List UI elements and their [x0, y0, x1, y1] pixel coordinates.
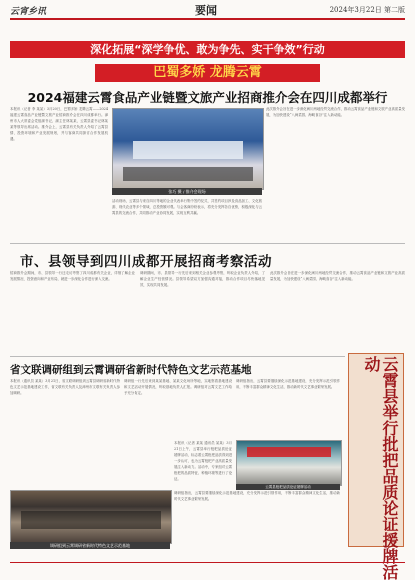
article-column-2: 活动现场，云霄县与来自四川等地的企业代表举行集中签约仪式，共签约项目涉及食品加工、文化旅游、现代农业等多个领域，总投资额可观。与会客商纷纷表示，将充分发挥各自优势，积极深化与云霄县的交流合作，共同推动产业协同发展，实现互利共赢。: [112, 199, 262, 215]
article-column-8b: 调研组指出，云霄县要继续深化示范基地建设，充分发挥示范引领作用，不断丰富群众精神文化生活，推动新时代文艺事业繁荣发展。: [174, 491, 340, 501]
event-photo: [112, 108, 264, 190]
photo-caption-3: 云霄县枇杷品质论证援牌活动: [236, 484, 340, 490]
photo-caption-2: 调研组到云霄调研省新时代特色文艺示范基地: [10, 542, 170, 549]
article-column-3: 此次推介会旨在进一步深化闽川两地经贸交流合作，推动云霄食品产业链和文旅产业高质量发展，为加快建设“八闽菜园、海峡食谷”注入新动能。: [266, 107, 405, 117]
article-column-6: 本报讯（通讯员 某某）3月21日，省文联调研组到云霄县调研省新时代特色文艺示范基地建设工作，省文联有关负责人及漳州市文联有关负责人参加调研。: [10, 379, 120, 395]
stage-backdrop: [133, 141, 243, 159]
masthead: [10, 2, 405, 20]
stage-people: [123, 167, 253, 181]
dateline: 2024年3月22日 第二版: [329, 6, 405, 14]
article-column-4: 招商推介会期间，市、县领导一行还走访考察了四川成都有关企业，详细了解企业发展情况、投资意向和产业布局，就进一步深化合作进行深入交流。: [10, 271, 135, 281]
headline-main: 2024福建云霄食品产业链暨文旅产业招商推介会在四川成都举行: [27, 90, 388, 105]
paper-name: 云宵乡讯: [10, 7, 47, 17]
campaign-banner: 深化拓展“深学争优、敢为争先、实干争效”行动: [10, 41, 405, 58]
slogan-banner: 巴蜀多娇 龙腾云霄: [95, 64, 320, 82]
article-column-5: 调研期间，市、县领导一行先后来到相关企业参观考察，听取企业负责人介绍，了解企业生产经营情况。县领导希望双方加强沟通对接，推动合作项目尽快落地见效，实现共同发展。: [140, 271, 265, 287]
research-photo: [10, 490, 172, 544]
article-column-5b: 此次推介会旨在进一步深化闽川两地经贸交流合作，推动云霄食品产业链和文旅产业高质量发展，为加快建设“八闽菜园、海峡食谷”注入新动能。: [270, 271, 405, 281]
headline-secondary: 市、县领导到四川成都开展招商考察活动: [20, 254, 272, 270]
section-title: 要闻: [195, 4, 217, 17]
article-column-1: 本报讯（记者 李 某某）3月20日，巴蜀多娇 龙腾云霄——2024福建云霄食品产业链暨文旅产业招商推介会在四川成都举行。漳州市人大常委会党组副书记、副主任林某某，云霄县委书记林某某等领导出席活动。推介会上，云霄县有关负责人介绍了云霄县情、投资环境和产业发展规划，并与客商共同探讨合作发展机遇。: [10, 107, 108, 141]
group-people: [21, 511, 161, 529]
event-banner: [247, 447, 331, 457]
footer-credits: [10, 562, 405, 575]
divider: [10, 243, 405, 244]
divider: [10, 356, 345, 357]
loquat-event-photo: [236, 440, 342, 486]
article-column-7: 调研组一行先后来到某某基地、某某文化场所等地，实地察看基地建设和文艺活动开展情况，听取基地负责人汇报。调研组对云霄文艺工作给予充分肯定。: [124, 379, 232, 395]
headline-tertiary: 省文联调研组到云霄调研省新时代特色文艺示范基地: [10, 364, 252, 376]
article-column-8: 调研组指出，云霄县要继续深化示范基地建设，充分发挥示范引领作用，不断丰富群众精神文化生活，推动新时代文艺事业繁荣发展。: [236, 379, 340, 389]
photo-caption: 张巧 摄 / 推介会现场: [112, 188, 262, 195]
article-column-9: 本报讯（记者 某某 通讯员 某某）3月21日上午，云霄县举行枇杷品质论证援牌活动，标志着云霄枇杷品质得到进一步认可，也为云霄枇杷产业高质量发展注入新动力。活动中，专家组对云霄枇杷的品质特征、种植环境等进行了论证。: [174, 441, 232, 481]
vertical-title: 云霄县举行批把品质论证援牌活动: [362, 356, 399, 580]
